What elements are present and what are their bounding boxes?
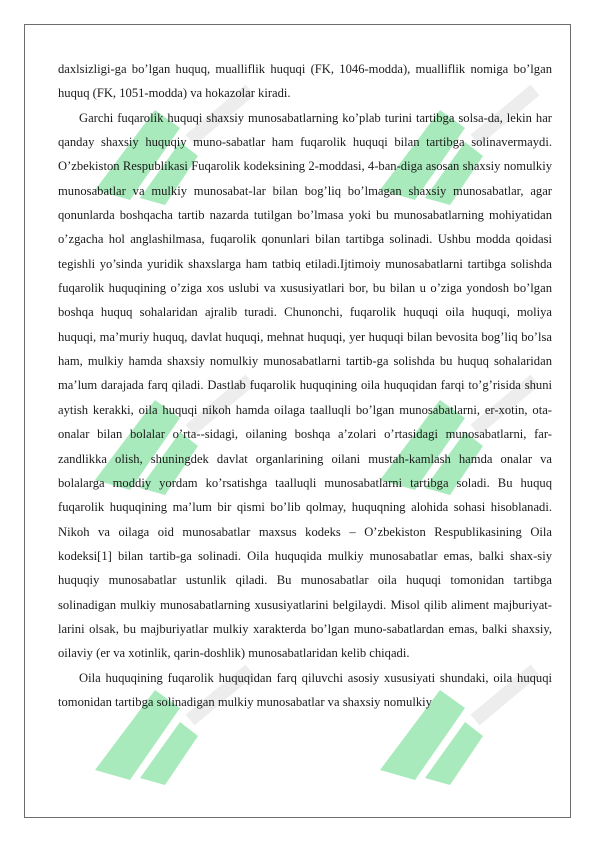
paragraph: Oila huquqining fuqarolik huquqidan farq qiluvchi asosiy xususiyati shundaki, oila huquqi tomonidan tartibga solinadigan mulkiy munosabatlar va shaxsiy nomulkiy	[58, 670, 552, 709]
paragraph: daxlsizligi-ga bo’lgan huquq, mualliflik huquqi (FK, 1046-modda), mualliflik nomiga bo’lgan huquq (FK, 1051-modda) va hokazolar kiradi.	[58, 62, 552, 101]
paragraph: Garchi fuqarolik huquqi shaxsiy munosabatlarning ko’plab turini tartibga solsa-da, lekin har qanday shaxsiy huquqiy muno-sabatlar ham fuqarolik huquqi bilan tartibga solinavermaydi. O’zbekiston Respublikasi Fuqarolik kodeksining 2-moddasi, 4-ban-diga asosan shaxsiy nomulkiy munosabatlar va mulkiy munosabat-lar bilan bog’liq bo’lmagan shaxsiy munosabatlar, agar qonunlarda boshqacha tartib nazarda tutilgan bo’lmasa yoki bu munosabatlarning mohiyatidan o’zgacha hol anglashilmasa, fuqarolik qonunlari bilan tartibga solinadi. Ushbu modda qoidasi tegishli yo’sinda yuridik shaxslarga ham tatbiq etiladi.Ijtimoiy munosabatlarni tartibga solishda fuqarolik huquqining o’ziga xos uslubi va xususiyatlari bor, bu bilan u o’ziga yondosh bo’lgan boshqa huquq sohalaridan ajralib turadi. Chunonchi, fuqarolik huquqi oila huquqi, moliya huquqi, ma’muriy huquq, davlat huquqi, mehnat huquqi, yer huquqi bilan bevosita bog’liq bo’lsa ham, mulkiy hamda shaxsiy nomulkiy munosabatlarni tartib-ga solishda bu huquq sohalaridan ma’lum darajada farq qiladi. Dastlab fuqarolik huquqining oila huquqidan farqi to’g’risida shuni aytish kerakki, oila huquqi nikoh hamda oilaga taalluqli bo’lgan munosabatlarni, er-xotin, ota-onalar bilan bolalar o’rta--sidagi, oilaning boshqa a’zolari o’rtasidagi munosabatlarni, far-zandlikka olish, shuningdek davlat organlarining oilani mustah-kamlash hamda onalar va bolalarga moddiy yordam ko’rsatishga taalluqli munosabatlarni tartibga soladi. Bu huquq fuqarolik huquqining ma’lum bir qismi bo’lib qolmay, huquqning alohida sohasi hisoblanadi. Nikoh va oilaga oid munosabatlar maxsus kodeks – O’zbekiston Respublikasining Oila kodeksi[1] bilan tartib-ga solinadi. Oila huquqida mulkiy munosabatlar emas, balki shax-siy huquqiy munosabatlar ustunlik qiladi. Bu munosabatlar oila huquqi tomonidan tartibga solinadigan mulkiy munosabatlarning xususiyatlarini belgilaydi. Misol qilib aliment majburiyat-larini olsak, bu majburiyatlar mulkiy xarakterda bo’lgan muno-sabatlardan emas, balki shaxsiy, oilaviy (er va xotinlik, qarin-doshlik) munosabatlaridan kelib chiqadi.	[58, 110, 552, 661]
document-body	[58, 57, 552, 714]
